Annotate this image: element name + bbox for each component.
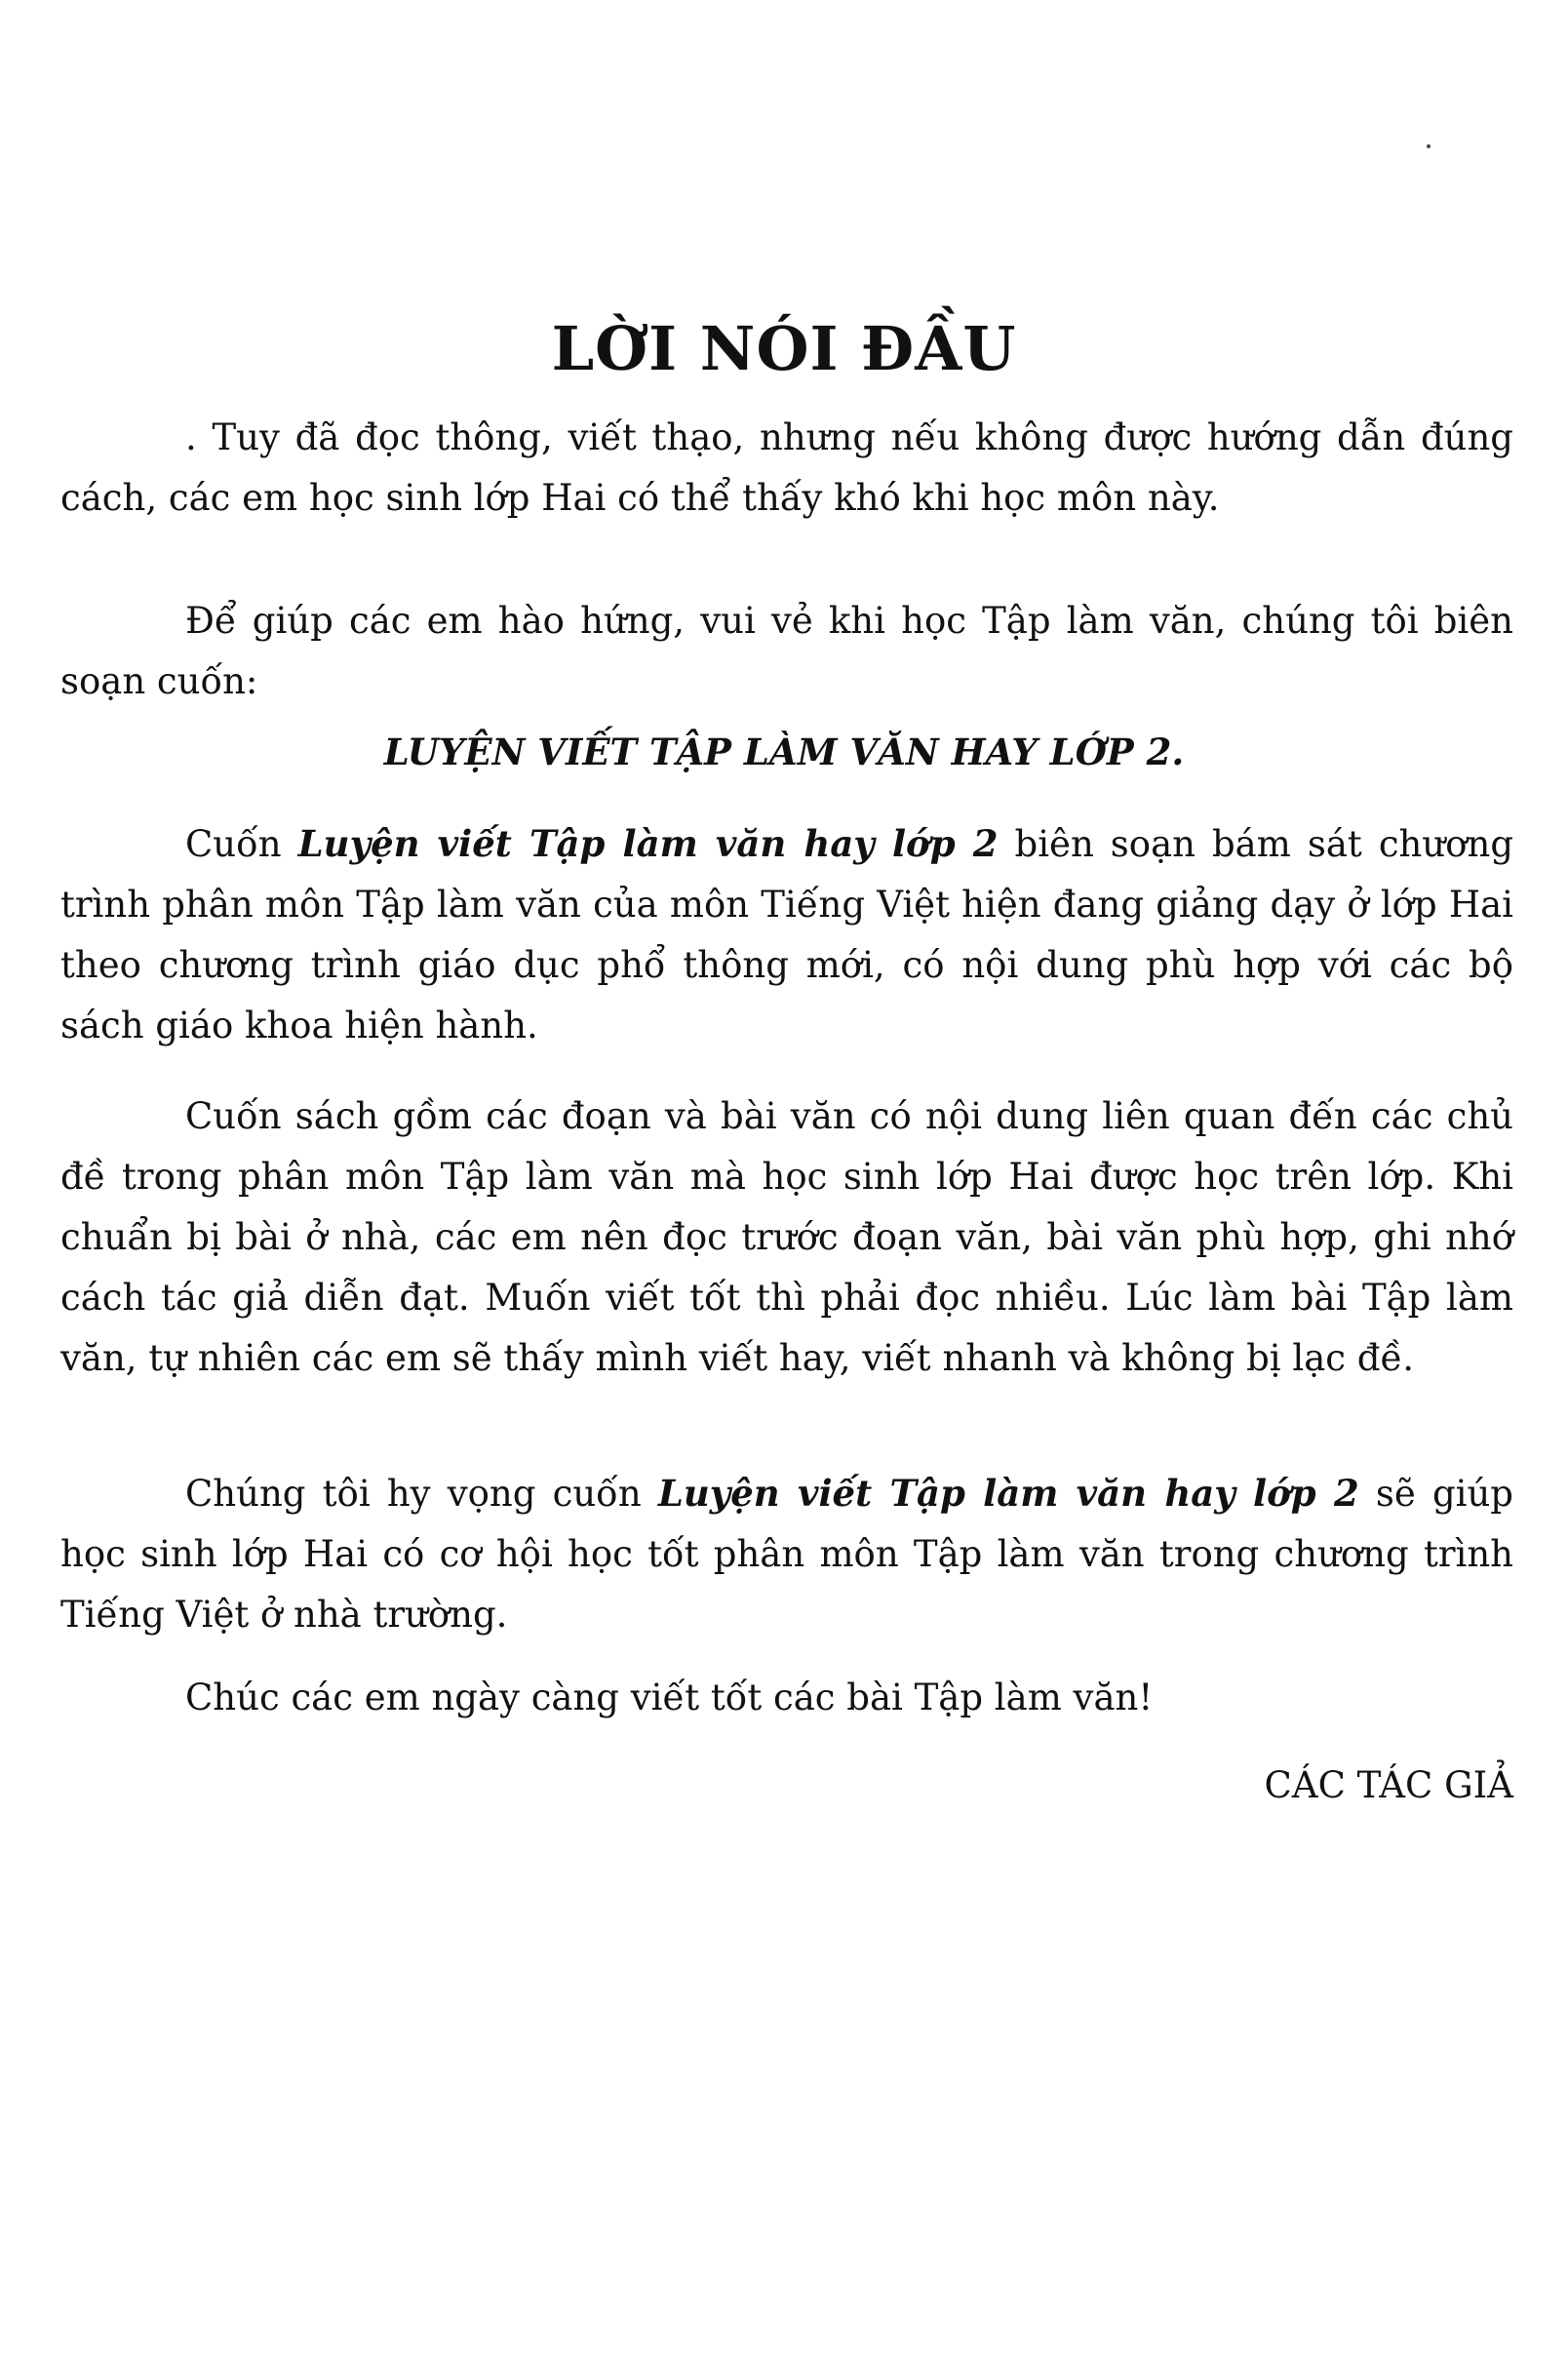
scan-speck (1427, 144, 1431, 148)
paragraph-description-lead: Cuốn (185, 823, 298, 865)
paragraph-hope-rest: sẽ giúp học sinh lớp Hai có cơ hội học tốt phân môn Tập làm văn trong chương trình Tiếng Việt ở nhà trường. (60, 1473, 1513, 1636)
book-title: LUYỆN VIẾT TẬP LÀM VĂN HAY LỚP 2. (383, 730, 1185, 773)
paragraph-hope (60, 1463, 1513, 1645)
paragraph-intro: . Tuy đã đọc thông, viết thạo, nhưng nếu không được hướng dẫn đúng cách, các em học sinh lớp Hai có thể thấy khó khi học môn này. (60, 416, 1513, 519)
signature: CÁC TÁC GIẢ (1264, 1764, 1513, 1806)
paragraph-hope-lead: Chúng tôi hy vọng cuốn (185, 1473, 658, 1515)
paragraph-contents: Cuốn sách gồm các đoạn và bài văn có nội dung liên quan đến các chủ đề trong phân môn Tập làm văn mà học sinh lớp Hai được học trên lớp. Khi chuẩn bị bài ở nhà, các em nên đọc trước đoạn văn, bài văn phù hợp, ghi nhớ cách tác giả diễn đạt. Muốn viết tốt thì phải đọc nhiều. Lúc làm bài Tập làm văn, tự nhiên các em sẽ thấy mình viết hay, viết nhanh và không bị lạc đề. (60, 1095, 1513, 1379)
paragraph-description (60, 813, 1513, 1056)
paragraph-purpose: Để giúp các em hào hứng, vui vẻ khi học Tập làm văn, chúng tôi biên soạn cuốn: (60, 600, 1513, 702)
book-name-emphasis-2: Luyện viết Tập làm văn hay lớp 2 (657, 1472, 1359, 1515)
book-name-emphasis: Luyện viết Tập làm văn hay lớp 2 (297, 822, 999, 865)
paragraph-description-rest: biên soạn bám sát chương trình phân môn Tập làm văn của môn Tiếng Việt hiện đang giảng dạy ở lớp Hai theo chương trình giáo dục phổ thông mới, có nội dung phù hợp với các bộ sách giáo khoa hiện hành. (60, 823, 1513, 1046)
page-title: LỜI NÓI ĐẦU (551, 313, 1017, 384)
closing-wish: Chúc các em ngày càng viết tốt các bài Tập làm văn! (185, 1677, 1154, 1718)
